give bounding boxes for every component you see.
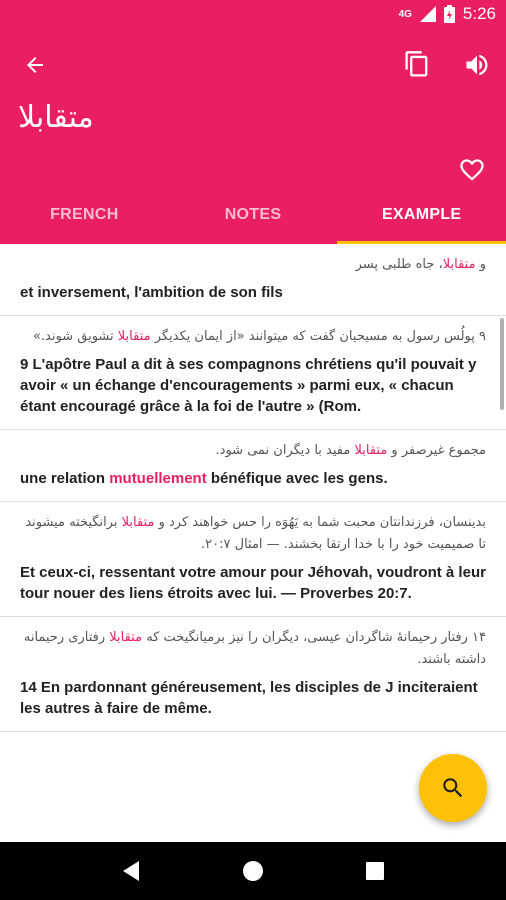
highlight-term: mutuellement: [109, 470, 207, 487]
text-segment: ۹ پولُس رسول به مسیحیان گفت که میتوانند «از ایمان یکدیگر: [150, 329, 486, 344]
persian-sentence: [20, 512, 486, 556]
persian-sentence: [20, 627, 486, 671]
text-segment: تشویق شوند.»: [32, 329, 118, 344]
highlight-term: متقابلا: [121, 515, 155, 530]
text-segment: و: [475, 257, 486, 272]
signal-icon: [420, 6, 436, 22]
text-segment: Et ceux-ci, ressentant votre amour pour Jéhovah, voudront à leur tour nouer des liens étroits avec lui. — Proverbes 20:7.: [20, 564, 486, 602]
highlight-term: متقابلا: [109, 630, 143, 645]
persian-sentence: [20, 440, 486, 462]
text-segment: 14 En pardonnant généreusement, les disciples de J: [20, 679, 394, 696]
nav-back-icon[interactable]: [121, 860, 141, 882]
text-segment: et inversement, l'ambition de son fils: [20, 284, 283, 301]
page-title: متقابلا: [18, 100, 94, 135]
clock: 5:26: [462, 4, 496, 23]
text-segment: بدینسان، فرزندانتان محبت شما به یَهُوَه را حس خواهند کرد و: [154, 515, 486, 530]
tab-example[interactable]: EXAMPLE: [337, 186, 506, 244]
search-icon: [440, 775, 466, 801]
highlight-term: متقابلا: [442, 257, 476, 272]
tab-bar: [0, 186, 506, 244]
french-sentence: [20, 282, 486, 303]
copy-icon: [403, 50, 431, 80]
text-segment: ۱۴ رفتار رحیمانهٔ شاگردان عیسی، دیگران را نیز برمیانگیخت که: [142, 630, 486, 645]
french-sentence: [20, 677, 486, 719]
tab-notes[interactable]: NOTES: [224, 206, 282, 223]
copy-button[interactable]: [400, 48, 434, 82]
text-segment: رفتاری رحیمانه داشته باشند.: [23, 630, 486, 667]
nav-recents-icon[interactable]: [365, 861, 385, 881]
text-segment: 9 L'apôtre Paul a dit à ses compagnons chrétiens qu'il pouvait y avoir « un échange d'encouragements » parmi eux, « chacun étant encouragé grâce à la foi de l'autre » (Rom.: [20, 356, 477, 415]
nav-home-icon[interactable]: [242, 860, 264, 882]
search-fab[interactable]: [419, 754, 487, 822]
text-segment: inciteraient les autres à faire de même.: [20, 679, 478, 717]
french-sentence: [20, 562, 486, 604]
text-segment: bénéfique avec les gens.: [206, 470, 388, 487]
network-label: 4G: [398, 8, 412, 20]
battery-icon: [444, 5, 455, 23]
speak-button[interactable]: [460, 48, 494, 82]
status-bar: [0, 0, 506, 30]
status-icons: [399, 4, 496, 24]
heart-outline-icon: [458, 158, 486, 184]
scrollbar[interactable]: [500, 318, 504, 410]
highlight-term: متقابلا: [117, 329, 151, 344]
volume-icon: [463, 51, 491, 79]
list-item[interactable]: [0, 617, 506, 732]
app-bar: [0, 30, 506, 186]
text-segment: برانگیخته میشوند تا صمیمیت خود را با خدا ارتقا بخشند. — امثال ۲۰:۷.: [25, 515, 486, 552]
text-segment: مجموع غیرصفر و: [387, 443, 486, 458]
list-item[interactable]: [0, 502, 506, 617]
text-segment: مفید با دیگران نمی شود.: [215, 443, 355, 458]
list-item[interactable]: [0, 316, 506, 430]
persian-sentence: [20, 326, 486, 348]
french-sentence: [20, 354, 486, 417]
list-item[interactable]: [0, 244, 506, 316]
list-item[interactable]: [0, 430, 506, 502]
french-sentence: [20, 468, 486, 489]
tab-french[interactable]: FRENCH: [50, 206, 119, 223]
example-list[interactable]: [0, 244, 506, 842]
back-button[interactable]: [18, 48, 52, 82]
text-segment: une relation: [20, 470, 110, 487]
text-segment: ، جاه طلبی پسر: [355, 257, 443, 272]
highlight-term: متقابلا: [354, 443, 388, 458]
arrow-back-icon: [23, 53, 47, 77]
system-nav-bar: [0, 842, 506, 900]
persian-sentence: [20, 254, 486, 276]
favorite-button[interactable]: [456, 156, 488, 186]
